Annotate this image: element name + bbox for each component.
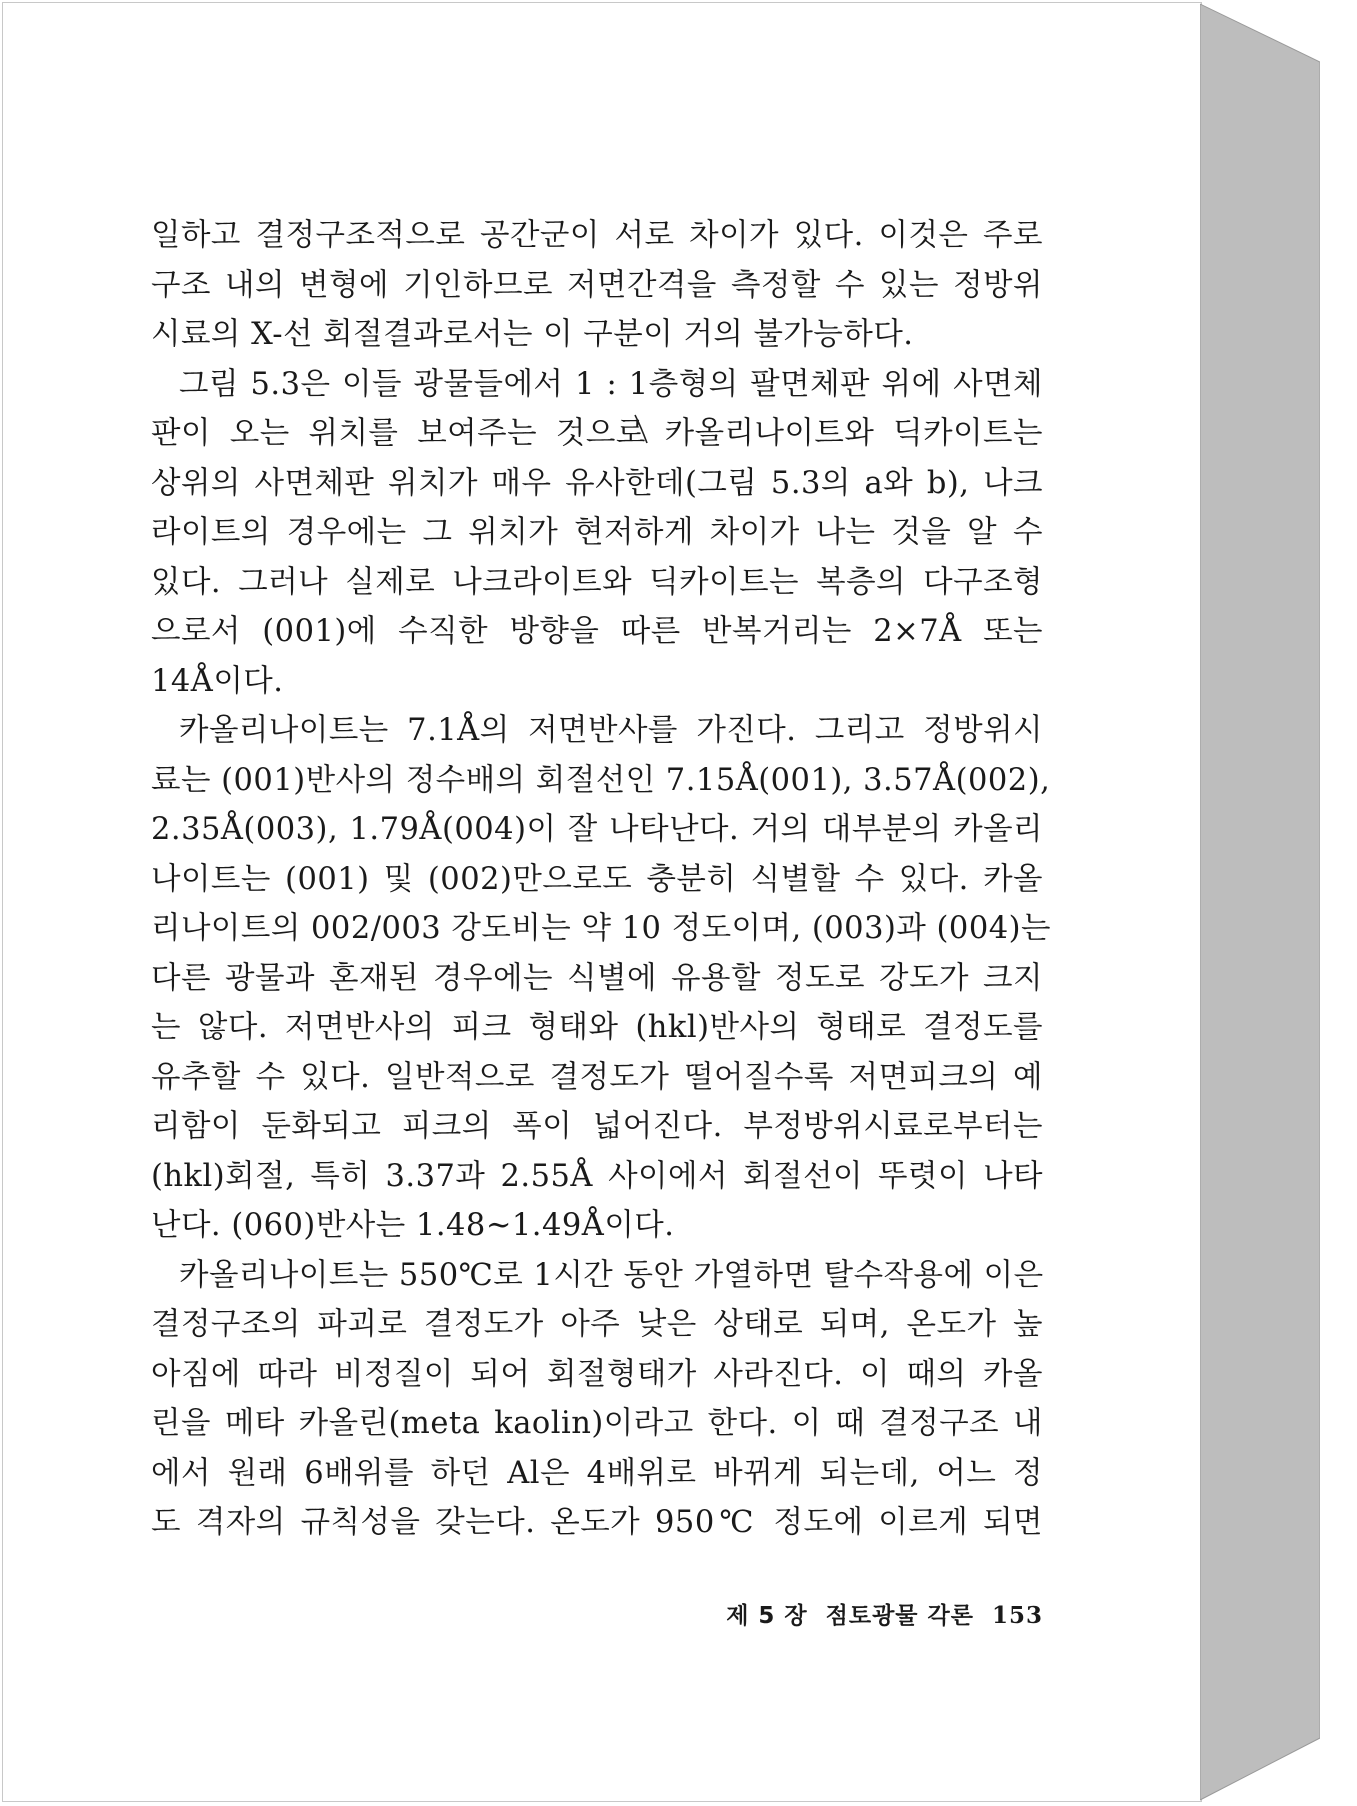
text-line: 라이트의 경우에는 그 위치가 현저하게 차이가 나는 것을 알 수	[151, 515, 1043, 550]
text-line: (hkl)회절, 특히 3.37과 2.55Å 사이에서 회절선이 뚜렷이 나타	[151, 1158, 1043, 1194]
text-line: 판이 오는 위치를 보여주는 것으로 카올리나이트와 딕카이트는	[151, 416, 1043, 451]
text-line: 린을 메타 카올린(meta kaolin)이라고 한다. 이 때 결정구조 내	[151, 1406, 1043, 1441]
text-line: 시료의 X-선 회절결과로서는 이 구분이 거의 불가능하다.	[151, 317, 914, 352]
text-line: 에서 원래 6배위를 하던 Al은 4배위로 바뀌게 되는데, 어느 정	[151, 1455, 1043, 1491]
text-line: 으로서 (001)에 수직한 방향을 따른 반복거리는 2×7Å 또는	[151, 614, 1043, 649]
body-text	[151, 211, 1052, 1548]
text-line: 아짐에 따라 비정질이 되어 회절형태가 사라진다. 이 때의 카올	[151, 1356, 1043, 1392]
book-page	[2, 2, 1202, 1802]
text-line: 난다. (060)반사는 1.48~1.49Å이다.	[151, 1208, 675, 1243]
text-line: 다른 광물과 혼재된 경우에는 식별에 유용할 정도로 강도가 크지	[151, 960, 1043, 996]
text-line: 일하고 결정구조적으로 공간군이 서로 차이가 있다. 이것은 주로	[151, 218, 1043, 253]
book-spine-edge	[1200, 2, 1320, 1802]
text-line: 리함이 둔화되고 피크의 폭이 넓어진다. 부정방위시료로부터는	[151, 1109, 1043, 1144]
text-line: 구조 내의 변형에 기인하므로 저면간격을 측정할 수 있는 정방위	[151, 267, 1043, 303]
chapter-label: 제 5 장	[726, 1603, 808, 1629]
text-line: 료는 (001)반사의 정수배의 회절선인 7.15Å(001), 3.57Å(002),	[151, 762, 1051, 798]
text-line: 는 않다. 저면반사의 피크 형태와 (hkl)반사의 형태로 결정도를	[151, 1010, 1043, 1045]
text-line: 카올리나이트는 7.1Å의 저면반사를 가진다. 그리고 정방위시	[179, 713, 1043, 748]
page-edge-shading	[1200, 2, 1320, 1802]
page-footer	[703, 1597, 1043, 1630]
text-line: 나이트는 (001) 및 (002)만으로도 충분히 식별할 수 있다. 카올	[151, 861, 1043, 897]
pen-mark-icon	[633, 413, 653, 447]
chapter-title: 점토광물 각론	[825, 1603, 974, 1629]
text-line: 그림 5.3은 이들 광물들에서 1 : 1층형의 팔면체판 위에 사면체	[179, 366, 1044, 402]
text-line: 14Å이다.	[151, 663, 284, 699]
text-line: 2.35Å(003), 1.79Å(004)이 잘 나타난다. 거의 대부분의 카올리	[151, 812, 1043, 847]
text-line: 리나이트의 002/003 강도비는 약 10 정도이며, (003)과 (004)는	[151, 911, 1052, 946]
text-line: 있다. 그러나 실제로 나크라이트와 딕카이트는 복층의 다구조형	[151, 564, 1043, 600]
text-line: 도 격자의 규칙성을 갖는다. 온도가 950℃ 정도에 이르게 되면	[151, 1505, 1043, 1540]
text-line: 카올리나이트는 550℃로 1시간 동안 가열하면 탈수작용에 이은	[179, 1257, 1044, 1293]
page-number: 153	[991, 1602, 1043, 1629]
text-line: 결정구조의 파괴로 결정도가 아주 낮은 상태로 되며, 온도가 높	[151, 1307, 1043, 1342]
text-line: 유추할 수 있다. 일반적으로 결정도가 떨어질수록 저면피크의 예	[151, 1059, 1043, 1095]
text-line: 상위의 사면체판 위치가 매우 유사한데(그림 5.3의 a와 b), 나크	[151, 465, 1043, 501]
